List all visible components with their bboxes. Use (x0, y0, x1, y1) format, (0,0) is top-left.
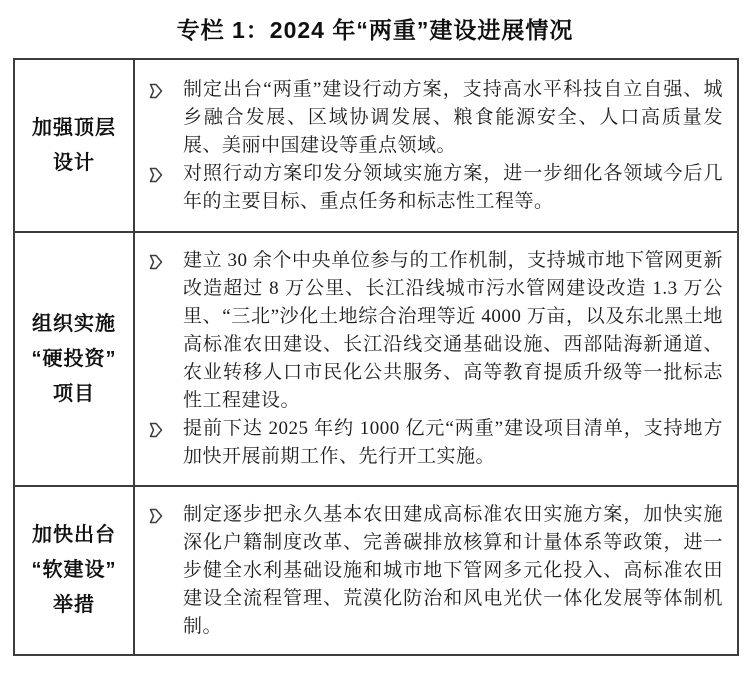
row-label-soft-construction (15, 485, 133, 654)
label-line: “硬投资” (31, 347, 117, 370)
hollow-right-arrow-icon (145, 160, 183, 183)
hollow-right-arrow-icon (145, 501, 183, 524)
hollow-right-arrow-icon (145, 76, 183, 99)
row-label-hard-investment (15, 231, 133, 485)
bullet-text: 建立 30 余个中央单位参与的工作机制，支持城市地下管网更新改造超过 8 万公里、长江沿线城市污水管网建设改造 1.3 万公里、“三北”沙化土地综合治理等近 4000 万亩，以及东北黑土地高标准农田建设、长江沿线交通基础设施、西部陆海新通道、农业转移人口市民化公共服务、高等教育提质升级等一批标志性工程建设。 (183, 250, 723, 411)
label-line: “软建设” (31, 559, 117, 581)
label-line: 加快出台 (32, 524, 116, 546)
bullet-text: 制定逐步把永久基本农田建成高标准农田实施方案，加快实施深化户籍制度改革、完善碳排放核算和计量体系等政策，进一步健全水利基础设施和城市地下管网多元化投入、高标准农田建设全流程管理、荒漠化防治和风电光伏一体化发展等体制机制。 (183, 503, 723, 637)
page-title: 专栏 1：2024 年“两重”建设进展情况 (176, 17, 574, 43)
label-line: 项目 (53, 382, 95, 405)
hollow-right-arrow-icon (145, 247, 183, 270)
label-line: 举措 (53, 594, 95, 616)
label-line: 设计 (53, 151, 95, 174)
bullet-item (145, 76, 723, 160)
bullet-item (145, 415, 723, 471)
table-row-content (133, 485, 737, 654)
label-line: 组织实施 (32, 312, 116, 335)
bullet-item (145, 160, 723, 216)
hollow-right-arrow-icon (145, 415, 183, 438)
bullet-text: 对照行动方案印发分领域实施方案，进一步细化各领域今后几年的主要目标、重点任务和标志性工程等。 (183, 162, 723, 212)
bullet-text: 提前下达 2025 年约 1000 亿元“两重”建设项目清单，支持地方加快开展前期工作、先行开工实施。 (183, 418, 723, 467)
label-line: 加强顶层 (32, 116, 116, 139)
table-row-content (133, 60, 737, 231)
table-row-content (133, 231, 737, 485)
bullet-item (145, 247, 723, 415)
bullet-item (145, 501, 723, 641)
bullet-text: 制定出台“两重”建设行动方案，支持高水平科技自立自强、城乡融合发展、区域协调发展、粮食能源安全、人口高质量发展、美丽中国建设等重点领域。 (183, 78, 723, 156)
progress-table (13, 58, 739, 656)
row-label-top-level-design (15, 60, 133, 231)
